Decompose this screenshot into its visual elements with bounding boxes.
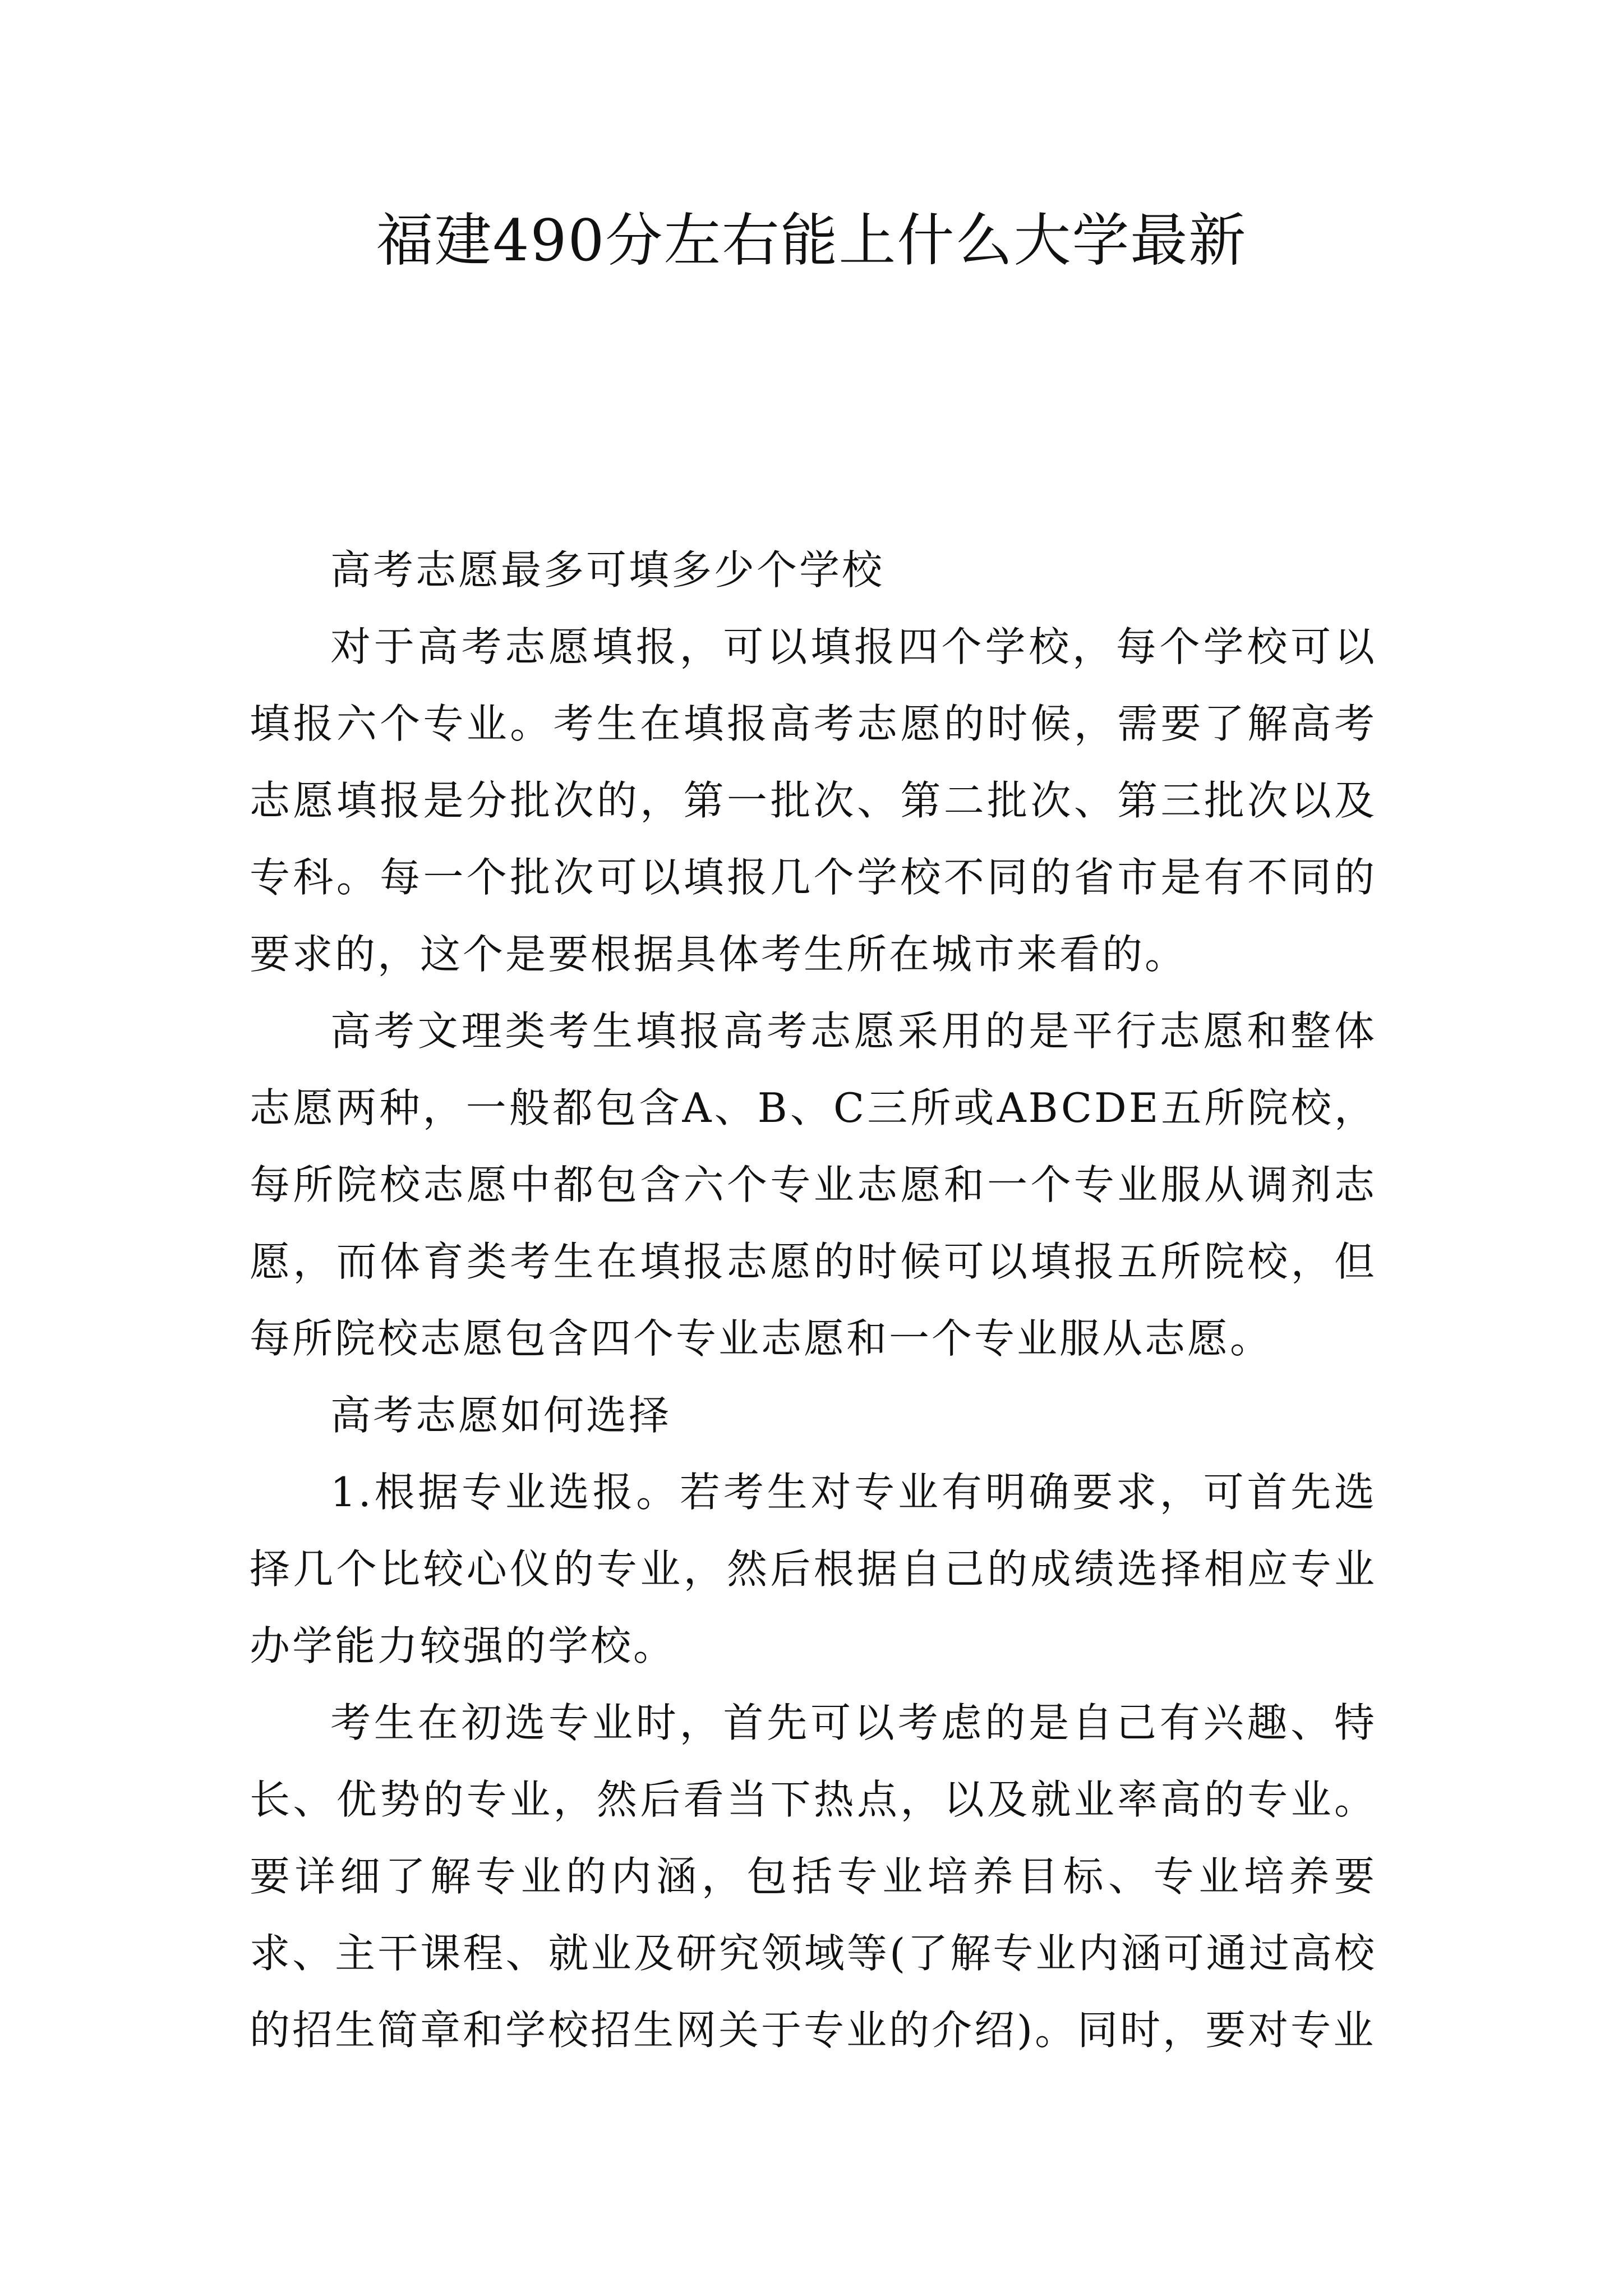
paragraph: 1.根据专业选报。若考生对专业有明确要求，可首先选择几个比较心仪的专业，然后根据自己的成绩选择相应专业办学能力较强的学校。 (250, 1469, 1377, 1669)
paragraph: 对于高考志愿填报，可以填报四个学校，每个学校可以填报六个专业。考生在填报高考志愿的时候，需要了解高考志愿填报是分批次的，第一批次、第二批次、第三批次以及专科。每一个批次可以填报几个学校不同的省市是有不同的要求的，这个是要根据具体考生所在城市来看的。 (250, 623, 1377, 978)
section-heading: 高考志愿如何选择 (330, 1392, 672, 1439)
paragraph: 考生在初选专业时，首先可以考虑的是自己有兴趣、特长、优势的专业，然后看当下热点，以及就业率高的专业。要详细了解专业的内涵，包括专业培养目标、专业培养要求、主干课程、就业及研究领域等(了解专业内涵可通过高校的招生简章和学校招生网关于专业的介绍)。同时，要对专业 (250, 1699, 1377, 2054)
paragraph: 高考文理类考生填报高考志愿采用的是平行志愿和整体志愿两种，一般都包含A、B、C三所或ABCDE五所院校，每所院校志愿中都包含六个专业志愿和一个专业服从调剂志愿，而体育类考生在填报志愿的时候可以填报五所院校，但每所院校志愿包含四个专业志愿和一个专业服从志愿。 (250, 1007, 1377, 1362)
document-body (250, 532, 1377, 2069)
section-heading: 高考志愿最多可填多少个学校 (330, 546, 885, 593)
document-title: 福建490分左右能上什么大学最新 (376, 208, 1247, 274)
